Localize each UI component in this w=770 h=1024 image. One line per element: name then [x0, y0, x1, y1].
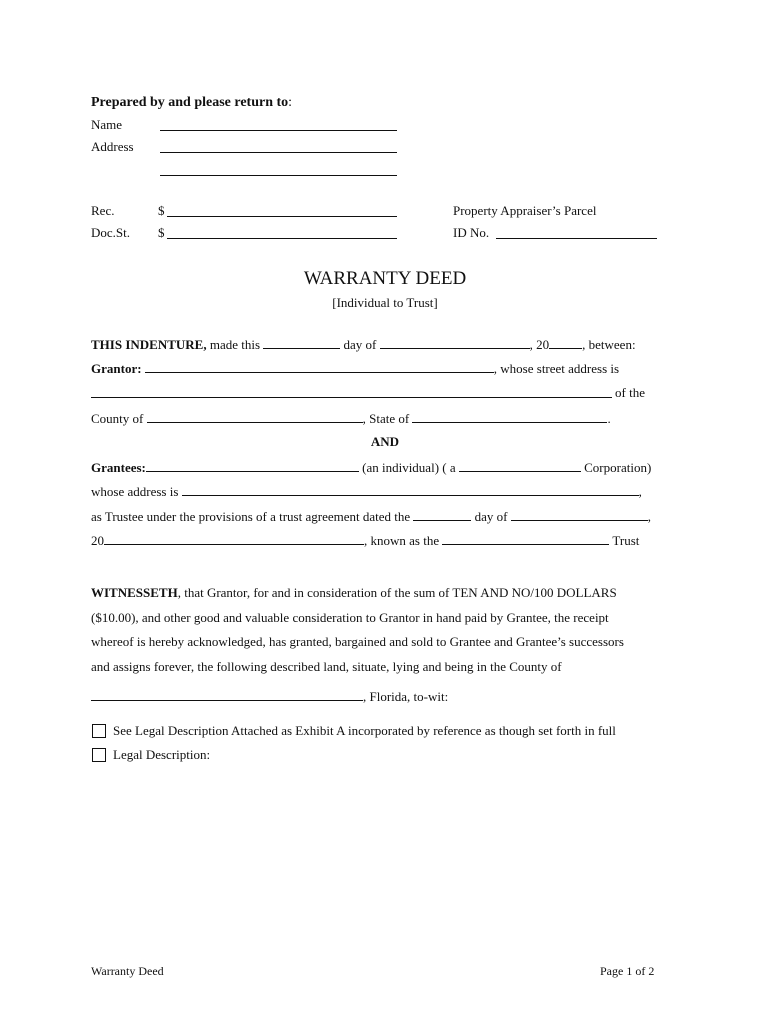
trustee-comma: , — [647, 509, 652, 524]
witnesseth-text-1: , that Grantor, for and in consideration of the sum of TEN AND NO/100 DOLLARS — [177, 585, 617, 600]
and-separator: AND — [370, 434, 400, 449]
whose-address-text: whose address is — [91, 484, 179, 499]
trust-month-field[interactable] — [511, 508, 648, 521]
year-field[interactable] — [549, 336, 582, 349]
state-of-text: , State of — [362, 411, 410, 426]
county-of-text: County of — [91, 411, 144, 426]
grantor-name-field[interactable] — [145, 360, 494, 373]
witnesseth-line-1 — [91, 585, 691, 601]
docst-label: Doc.St. — [91, 225, 130, 240]
corporation-field[interactable] — [459, 459, 581, 472]
day-field[interactable] — [263, 336, 340, 349]
trust-text: Trust — [612, 533, 640, 548]
indenture-label: THIS INDENTURE, — [91, 337, 207, 352]
twenty-text: 20 — [91, 533, 104, 548]
whose-street-text: , whose street address is — [493, 361, 620, 376]
grantees-label: Grantees: — [91, 460, 146, 475]
grantee-address-field[interactable] — [182, 483, 639, 496]
document-title: WARRANTY DEED — [303, 268, 467, 289]
trustee-line — [91, 508, 651, 525]
known-as-text: , known as the — [364, 533, 440, 548]
id-no-label: ID No. — [453, 225, 490, 240]
grantees-line — [91, 459, 651, 476]
witnesseth-line-3: whereof is hereby acknowledged, has granted, bargained and sold to Grantee and Grantee’s successors — [91, 634, 624, 649]
comma-20-text: , 20 — [529, 337, 550, 352]
month-field[interactable] — [380, 336, 530, 349]
known-as-line — [91, 532, 639, 549]
name-label: Name — [91, 117, 123, 132]
docst-amount-field[interactable] — [167, 238, 397, 239]
address-field-line2[interactable] — [160, 175, 397, 176]
exhibit-checkbox[interactable] — [92, 724, 106, 738]
prepared-by-heading — [91, 95, 292, 111]
corporation-text: Corporation) — [584, 460, 652, 475]
florida-text: , Florida, to-wit: — [363, 689, 449, 704]
address-comma: , — [638, 484, 642, 499]
rec-dollar: $ — [158, 203, 165, 218]
as-trustee-text: as Trustee under the provisions of a trust agreement dated the — [91, 509, 411, 524]
name-field[interactable] — [160, 130, 397, 131]
exhibit-option-label: See Legal Description Attached as Exhibit A incorporated by reference as though set forth in full — [113, 723, 616, 738]
grantor-line — [91, 360, 619, 377]
florida-line — [91, 688, 448, 705]
grantor-label: Grantor: — [91, 361, 142, 376]
indenture-line — [91, 336, 636, 353]
trust-year-field[interactable] — [104, 532, 364, 545]
legal-description-checkbox[interactable] — [92, 748, 106, 762]
county-line — [91, 410, 611, 427]
parcel-label: Property Appraiser’s Parcel — [453, 203, 597, 218]
whose-address-line — [91, 483, 642, 500]
address-field-line1[interactable] — [160, 152, 397, 153]
between-text: , between: — [582, 337, 636, 352]
address-label: Address — [91, 139, 134, 154]
trust-name-field[interactable] — [442, 532, 609, 545]
page-number: Page 1 of 2 — [600, 964, 655, 978]
grantor-county-field[interactable] — [147, 410, 363, 423]
docst-dollar: $ — [158, 225, 165, 240]
witnesseth-line-4: and assigns forever, the following described land, situate, lying and being in the County of — [91, 659, 562, 674]
parcel-id-field[interactable] — [496, 238, 657, 239]
land-county-field[interactable] — [91, 688, 363, 701]
grantor-street-field[interactable] — [91, 397, 612, 398]
trust-day-field[interactable] — [413, 508, 471, 521]
rec-label: Rec. — [91, 203, 115, 218]
footer-title: Warranty Deed — [91, 964, 164, 978]
witnesseth-label: WITNESSETH — [91, 585, 178, 600]
prepared-by-colon: : — [288, 95, 293, 110]
of-the-text: of the — [615, 385, 645, 400]
prepared-by-label: Prepared by and please return to — [91, 95, 289, 110]
document-subtitle: [Individual to Trust] — [332, 295, 438, 310]
legal-description-label: Legal Description: — [113, 747, 211, 762]
made-this-text: made this — [209, 337, 261, 352]
trust-day-of-text: day of — [474, 509, 508, 524]
rec-amount-field[interactable] — [167, 216, 397, 217]
witnesseth-line-2: ($10.00), and other good and valuable consideration to Grantor in hand paid by Grantee, the receipt — [91, 610, 609, 625]
grantor-state-field[interactable] — [412, 410, 607, 423]
county-period: . — [607, 411, 611, 426]
grantees-name-field[interactable] — [146, 459, 359, 472]
an-individual-text: (an individual) ( a — [362, 460, 456, 475]
day-of-text: day of — [343, 337, 377, 352]
